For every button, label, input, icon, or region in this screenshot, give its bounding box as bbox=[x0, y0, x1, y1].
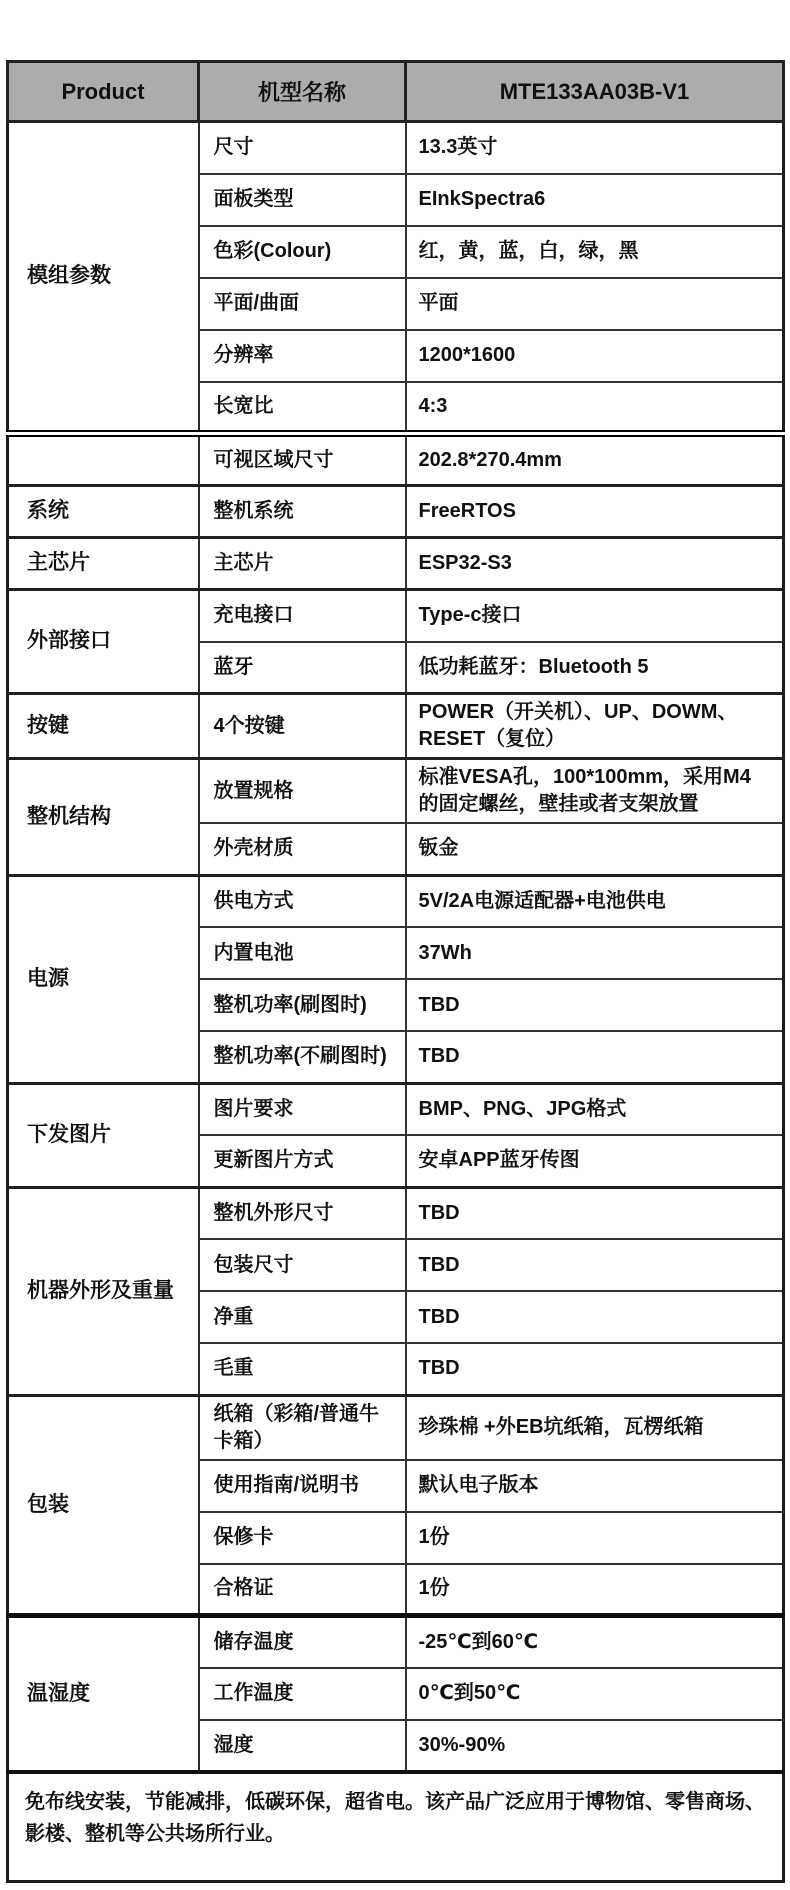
value-cell: ESP32-S3 bbox=[406, 538, 784, 590]
param-cell: 湿度 bbox=[199, 1720, 406, 1772]
value-cell: TBD bbox=[406, 1187, 784, 1239]
group-cell: 按键 bbox=[8, 694, 199, 759]
value-cell: FreeRTOS bbox=[406, 486, 784, 538]
param-cell: 整机外形尺寸 bbox=[199, 1187, 406, 1239]
value-cell: Type-c接口 bbox=[406, 590, 784, 642]
spec-table bbox=[6, 60, 785, 1883]
table-row bbox=[8, 538, 784, 590]
param-cell: 毛重 bbox=[199, 1343, 406, 1395]
param-cell: 图片要求 bbox=[199, 1083, 406, 1135]
param-cell: 色彩(Colour) bbox=[199, 226, 406, 278]
value-cell: 1份 bbox=[406, 1564, 784, 1616]
param-cell: 外壳材质 bbox=[199, 823, 406, 875]
table-row bbox=[8, 1395, 784, 1460]
group-cell: 模组参数 bbox=[8, 122, 199, 434]
value-cell: 平面 bbox=[406, 278, 784, 330]
header-cell-product: Product bbox=[8, 62, 199, 122]
value-cell: 1200*1600 bbox=[406, 330, 784, 382]
value-cell: 30%-90% bbox=[406, 1720, 784, 1772]
spec-table-header bbox=[8, 62, 784, 122]
value-cell: TBD bbox=[406, 979, 784, 1031]
param-cell: 放置规格 bbox=[199, 759, 406, 824]
param-cell: 整机功率(刷图时) bbox=[199, 979, 406, 1031]
param-cell: 分辨率 bbox=[199, 330, 406, 382]
value-cell: 安卓APP蓝牙传图 bbox=[406, 1135, 784, 1187]
value-cell: 1份 bbox=[406, 1512, 784, 1564]
value-cell: TBD bbox=[406, 1031, 784, 1083]
footer-row bbox=[8, 1772, 784, 1882]
param-cell: 主芯片 bbox=[199, 538, 406, 590]
footer-note: 免布线安装，节能减排，低碳环保，超省电。该产品广泛应用于博物馆、零售商场、影楼、整机等公共场所行业。 bbox=[8, 1772, 784, 1882]
group-cell bbox=[8, 434, 199, 486]
param-cell: 工作温度 bbox=[199, 1668, 406, 1720]
value-cell: TBD bbox=[406, 1239, 784, 1291]
header-cell-model-number: MTE133AA03B-V1 bbox=[406, 62, 784, 122]
param-cell: 使用指南/说明书 bbox=[199, 1460, 406, 1512]
param-cell: 更新图片方式 bbox=[199, 1135, 406, 1187]
table-row bbox=[8, 1616, 784, 1668]
param-cell: 整机功率(不刷图时) bbox=[199, 1031, 406, 1083]
value-cell: POWER（开关机）、UP、DOWM、RESET（复位） bbox=[406, 694, 784, 759]
param-cell: 4个按键 bbox=[199, 694, 406, 759]
param-cell: 平面/曲面 bbox=[199, 278, 406, 330]
table-row bbox=[8, 694, 784, 759]
group-cell: 系统 bbox=[8, 486, 199, 538]
param-cell: 供电方式 bbox=[199, 875, 406, 927]
value-cell: 红，黄，蓝，白，绿，黑 bbox=[406, 226, 784, 278]
value-cell: 13.3英寸 bbox=[406, 122, 784, 174]
value-cell: 钣金 bbox=[406, 823, 784, 875]
value-cell: 珍珠棉 +外EB坑纸箱，瓦楞纸箱 bbox=[406, 1395, 784, 1460]
param-cell: 可视区域尺寸 bbox=[199, 434, 406, 486]
table-row bbox=[8, 590, 784, 642]
param-cell: 尺寸 bbox=[199, 122, 406, 174]
table-row bbox=[8, 1083, 784, 1135]
group-cell: 整机结构 bbox=[8, 759, 199, 876]
param-cell: 包装尺寸 bbox=[199, 1239, 406, 1291]
table-row bbox=[8, 759, 784, 824]
param-cell: 内置电池 bbox=[199, 927, 406, 979]
value-cell: EInkSpectra6 bbox=[406, 174, 784, 226]
value-cell: 默认电子版本 bbox=[406, 1460, 784, 1512]
value-cell: BMP、PNG、JPG格式 bbox=[406, 1083, 784, 1135]
value-cell: TBD bbox=[406, 1343, 784, 1395]
value-cell: 37Wh bbox=[406, 927, 784, 979]
param-cell: 净重 bbox=[199, 1291, 406, 1343]
table-row bbox=[8, 122, 784, 174]
param-cell: 储存温度 bbox=[199, 1616, 406, 1668]
table-row bbox=[8, 486, 784, 538]
group-cell: 包装 bbox=[8, 1395, 199, 1616]
value-cell: TBD bbox=[406, 1291, 784, 1343]
group-cell: 外部接口 bbox=[8, 590, 199, 694]
spec-table-body bbox=[8, 122, 784, 1772]
param-cell: 面板类型 bbox=[199, 174, 406, 226]
value-cell: 4:3 bbox=[406, 382, 784, 434]
table-row bbox=[8, 875, 784, 927]
group-cell: 主芯片 bbox=[8, 538, 199, 590]
param-cell: 合格证 bbox=[199, 1564, 406, 1616]
header-cell-model-label: 机型名称 bbox=[199, 62, 406, 122]
param-cell: 整机系统 bbox=[199, 486, 406, 538]
table-row bbox=[8, 1187, 784, 1239]
param-cell: 纸箱（彩箱/普通牛卡箱） bbox=[199, 1395, 406, 1460]
value-cell: 5V/2A电源适配器+电池供电 bbox=[406, 875, 784, 927]
value-cell: 202.8*270.4mm bbox=[406, 434, 784, 486]
table-row bbox=[8, 434, 784, 486]
value-cell: -25℃到60℃ bbox=[406, 1616, 784, 1668]
param-cell: 保修卡 bbox=[199, 1512, 406, 1564]
value-cell: 0℃到50℃ bbox=[406, 1668, 784, 1720]
param-cell: 蓝牙 bbox=[199, 642, 406, 694]
group-cell: 机器外形及重量 bbox=[8, 1187, 199, 1395]
param-cell: 充电接口 bbox=[199, 590, 406, 642]
group-cell: 温湿度 bbox=[8, 1616, 199, 1772]
param-cell: 长宽比 bbox=[199, 382, 406, 434]
group-cell: 下发图片 bbox=[8, 1083, 199, 1187]
value-cell: 标准VESA孔，100*100mm，采用M4的固定螺丝，壁挂或者支架放置 bbox=[406, 759, 784, 824]
spec-table-footer bbox=[8, 1772, 784, 1882]
value-cell: 低功耗蓝牙：Bluetooth 5 bbox=[406, 642, 784, 694]
group-cell: 电源 bbox=[8, 875, 199, 1083]
header-row bbox=[8, 62, 784, 122]
